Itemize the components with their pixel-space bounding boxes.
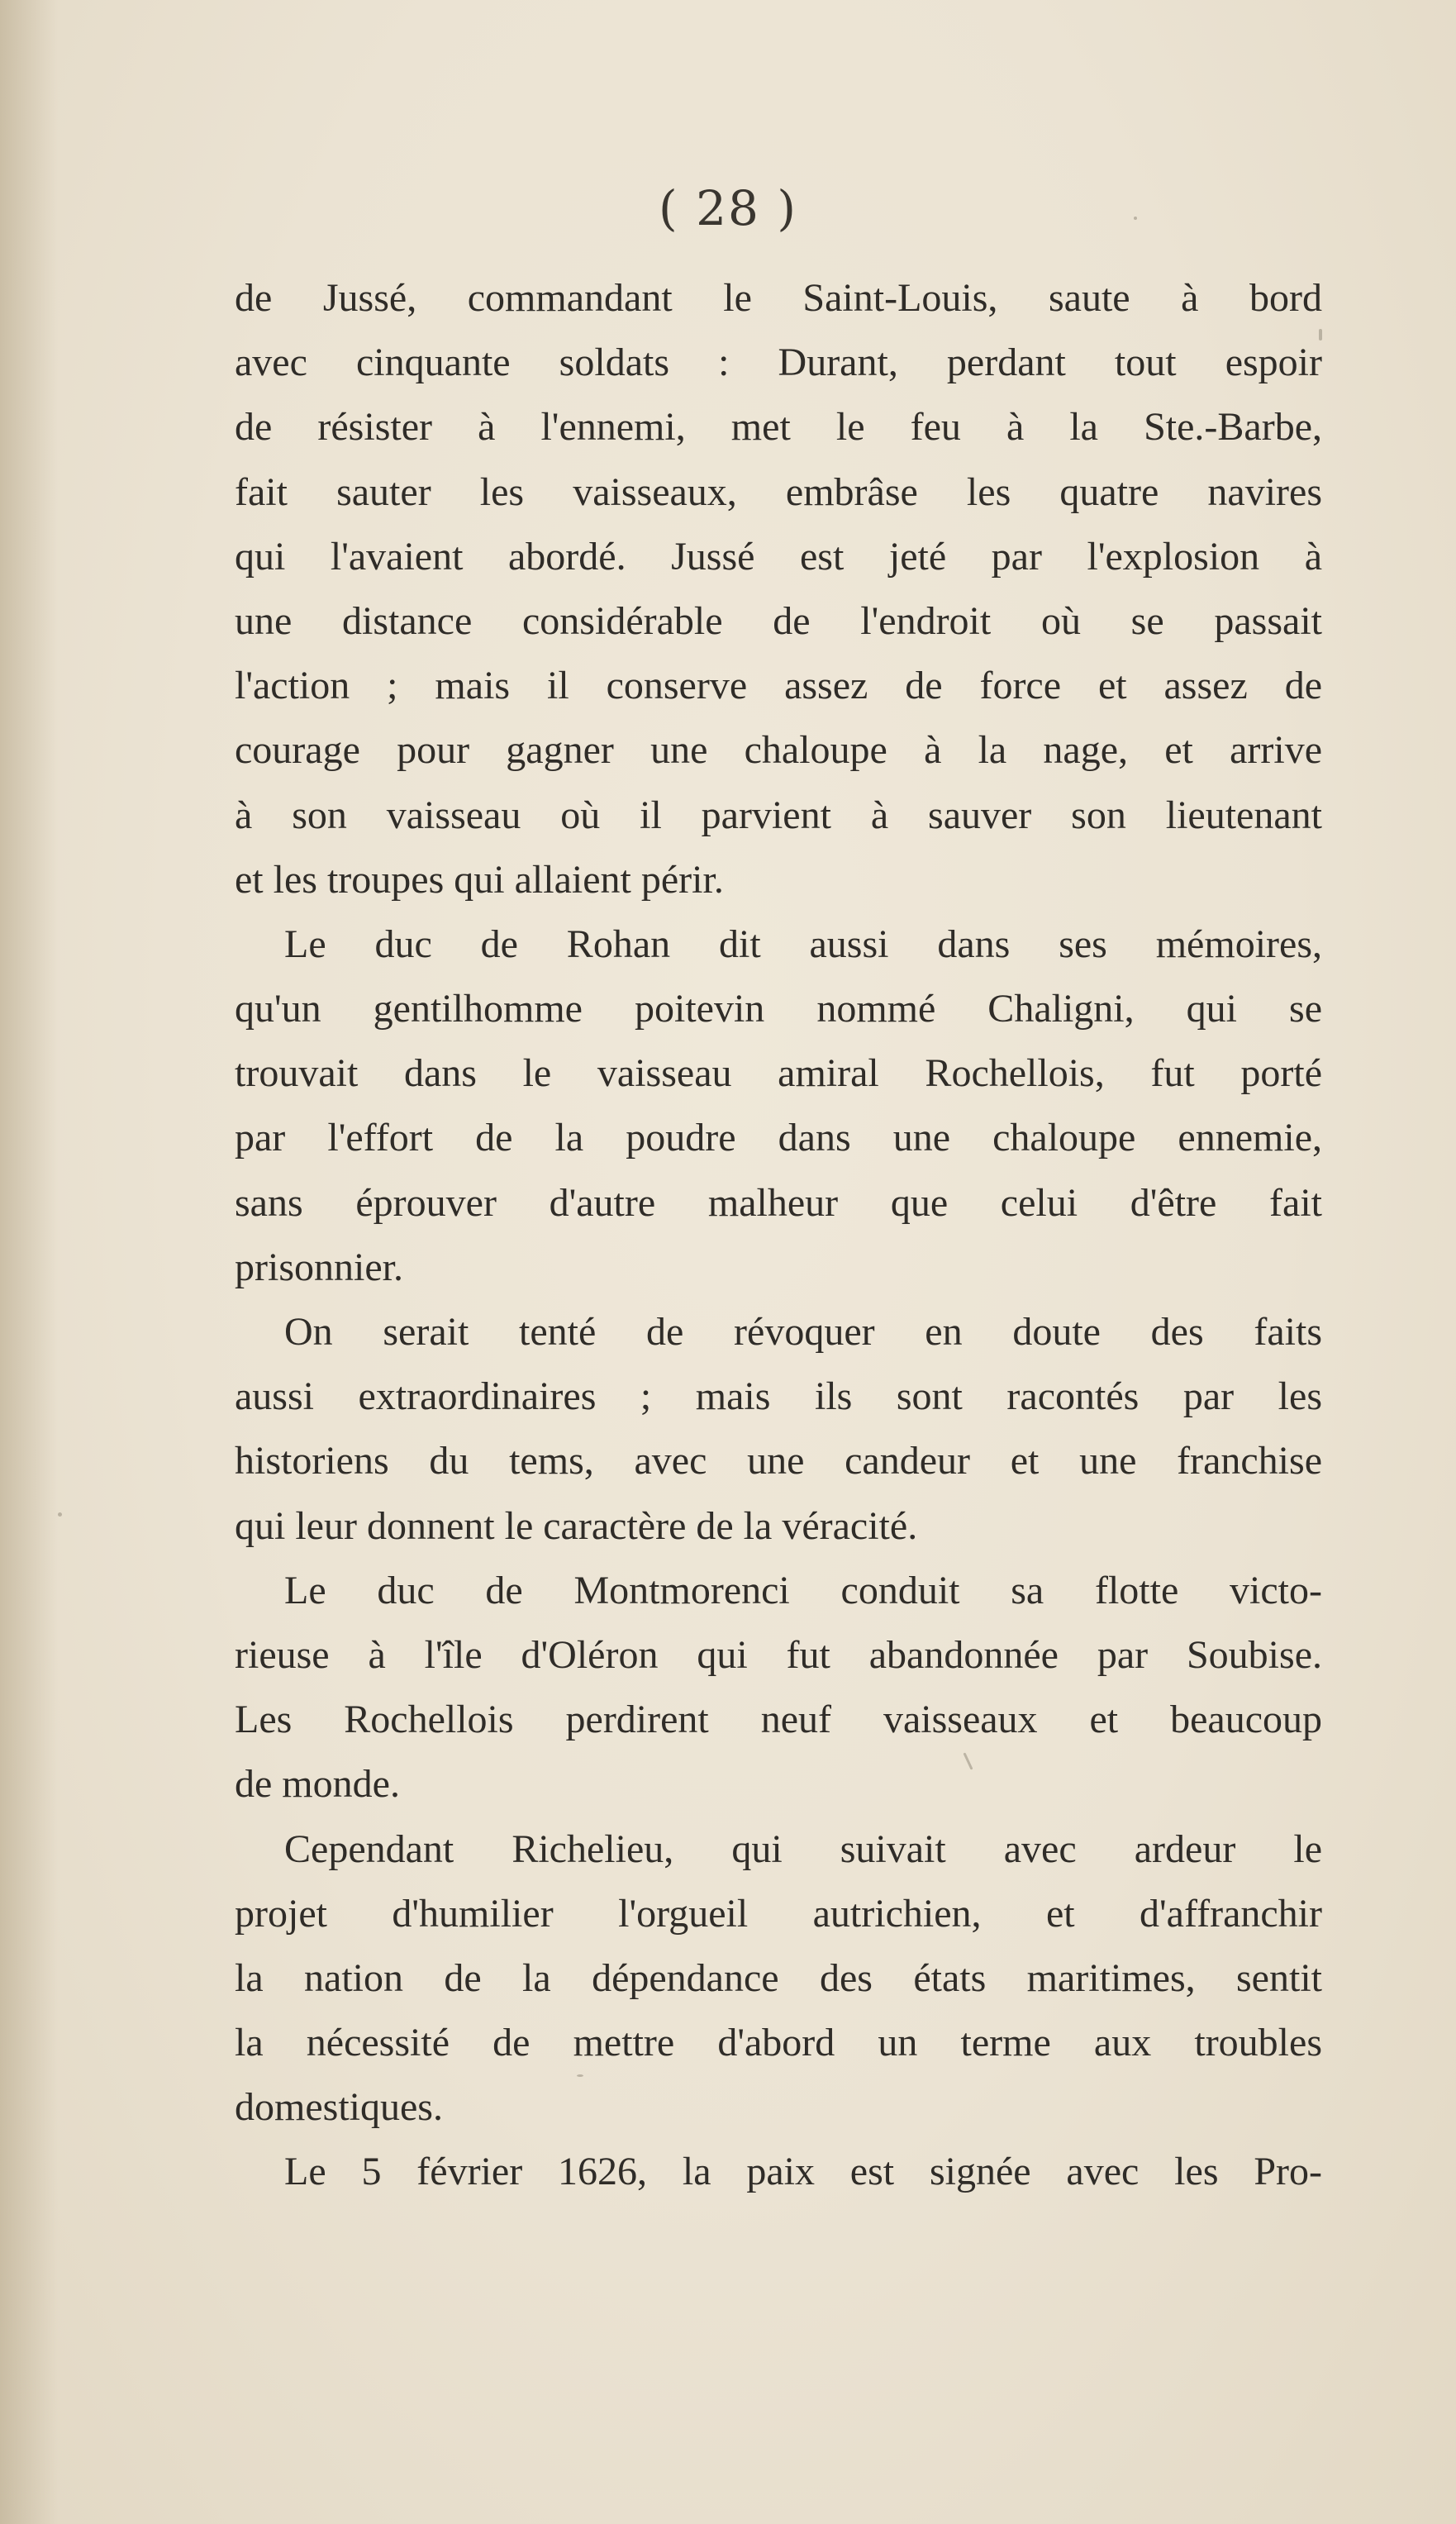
text-line: une distance considérable de l'endroit où se passait: [235, 598, 1322, 643]
text-line: Les Rochellois perdirent neuf vaisseaux et beaucoup: [235, 1698, 1322, 1742]
text-line: qui l'avaient abordé. Jussé est jeté par l'explosion à: [235, 534, 1322, 579]
text-line: trouvait dans le vaisseau amiral Rochellois, fut porté: [235, 1051, 1322, 1096]
text-line: Le 5 février 1626, la paix est signée avec les Pro-: [284, 2150, 1322, 2194]
text-line: aussi extraordinaires ; mais ils sont racontés par les: [235, 1374, 1322, 1419]
text-line: historiens du tems, avec une candeur et une franchise: [235, 1439, 1322, 1483]
text-line: On serait tenté de révoquer en doute des faits: [284, 1310, 1322, 1354]
paper-speck: [1319, 329, 1322, 341]
body-text: [235, 266, 1322, 2205]
text-line: domestiques.: [235, 2085, 443, 2130]
text-line: Cependant Richelieu, qui suivait avec ardeur le: [284, 1826, 1322, 1871]
text-line: de monde.: [235, 1762, 400, 1807]
text-line: la nécessité de mettre d'abord un terme aux troubles: [235, 2021, 1322, 2065]
paper-speck: [1134, 217, 1137, 220]
text-line: projet d'humilier l'orgueil autrichien, et d'affranchir: [235, 1891, 1322, 1936]
text-line: de résister à l'ennemi, met le feu à la Ste.-Barbe,: [235, 405, 1322, 450]
text-line: prisonnier.: [235, 1245, 403, 1289]
paper-speck: [577, 2074, 583, 2077]
text-line: rieuse à l'île d'Oléron qui fut abandonnée par Soubise.: [235, 1632, 1322, 1677]
page-number: ( 28 ): [659, 180, 797, 236]
text-line: Le duc de Rohan dit aussi dans ses mémoires,: [284, 921, 1322, 966]
text-line: par l'effort de la poudre dans une chaloupe ennemie,: [235, 1116, 1322, 1160]
text-line: qui leur donnent le caractère de la véracité.: [235, 1503, 918, 1548]
text-line: qu'un gentilhomme poitevin nommé Chaligni, qui se: [235, 987, 1322, 1031]
text-line: la nation de la dépendance des états maritimes, sentit: [235, 1955, 1322, 2000]
text-line: de Jussé, commandant le Saint-Louis, saute à bord: [235, 276, 1322, 320]
text-line: Le duc de Montmorenci conduit sa flotte victo-: [284, 1568, 1322, 1612]
text-line: l'action ; mais il conserve assez de force et assez de: [235, 664, 1322, 708]
binding-shadow: [0, 0, 58, 2524]
text-line: courage pour gagner une chaloupe à la nage, et arrive: [235, 728, 1322, 773]
text-line: fait sauter les vaisseaux, embrâse les quatre navires: [235, 469, 1322, 514]
text-line: sans éprouver d'autre malheur que celui d'être fait: [235, 1180, 1322, 1225]
text-line: avec cinquante soldats : Durant, perdant tout espoir: [235, 341, 1322, 385]
paper-speck: [58, 1512, 62, 1517]
text-line: et les troupes qui allaient périr.: [235, 857, 724, 902]
text-line: à son vaisseau où il parvient à sauver son lieutenant: [235, 793, 1322, 837]
